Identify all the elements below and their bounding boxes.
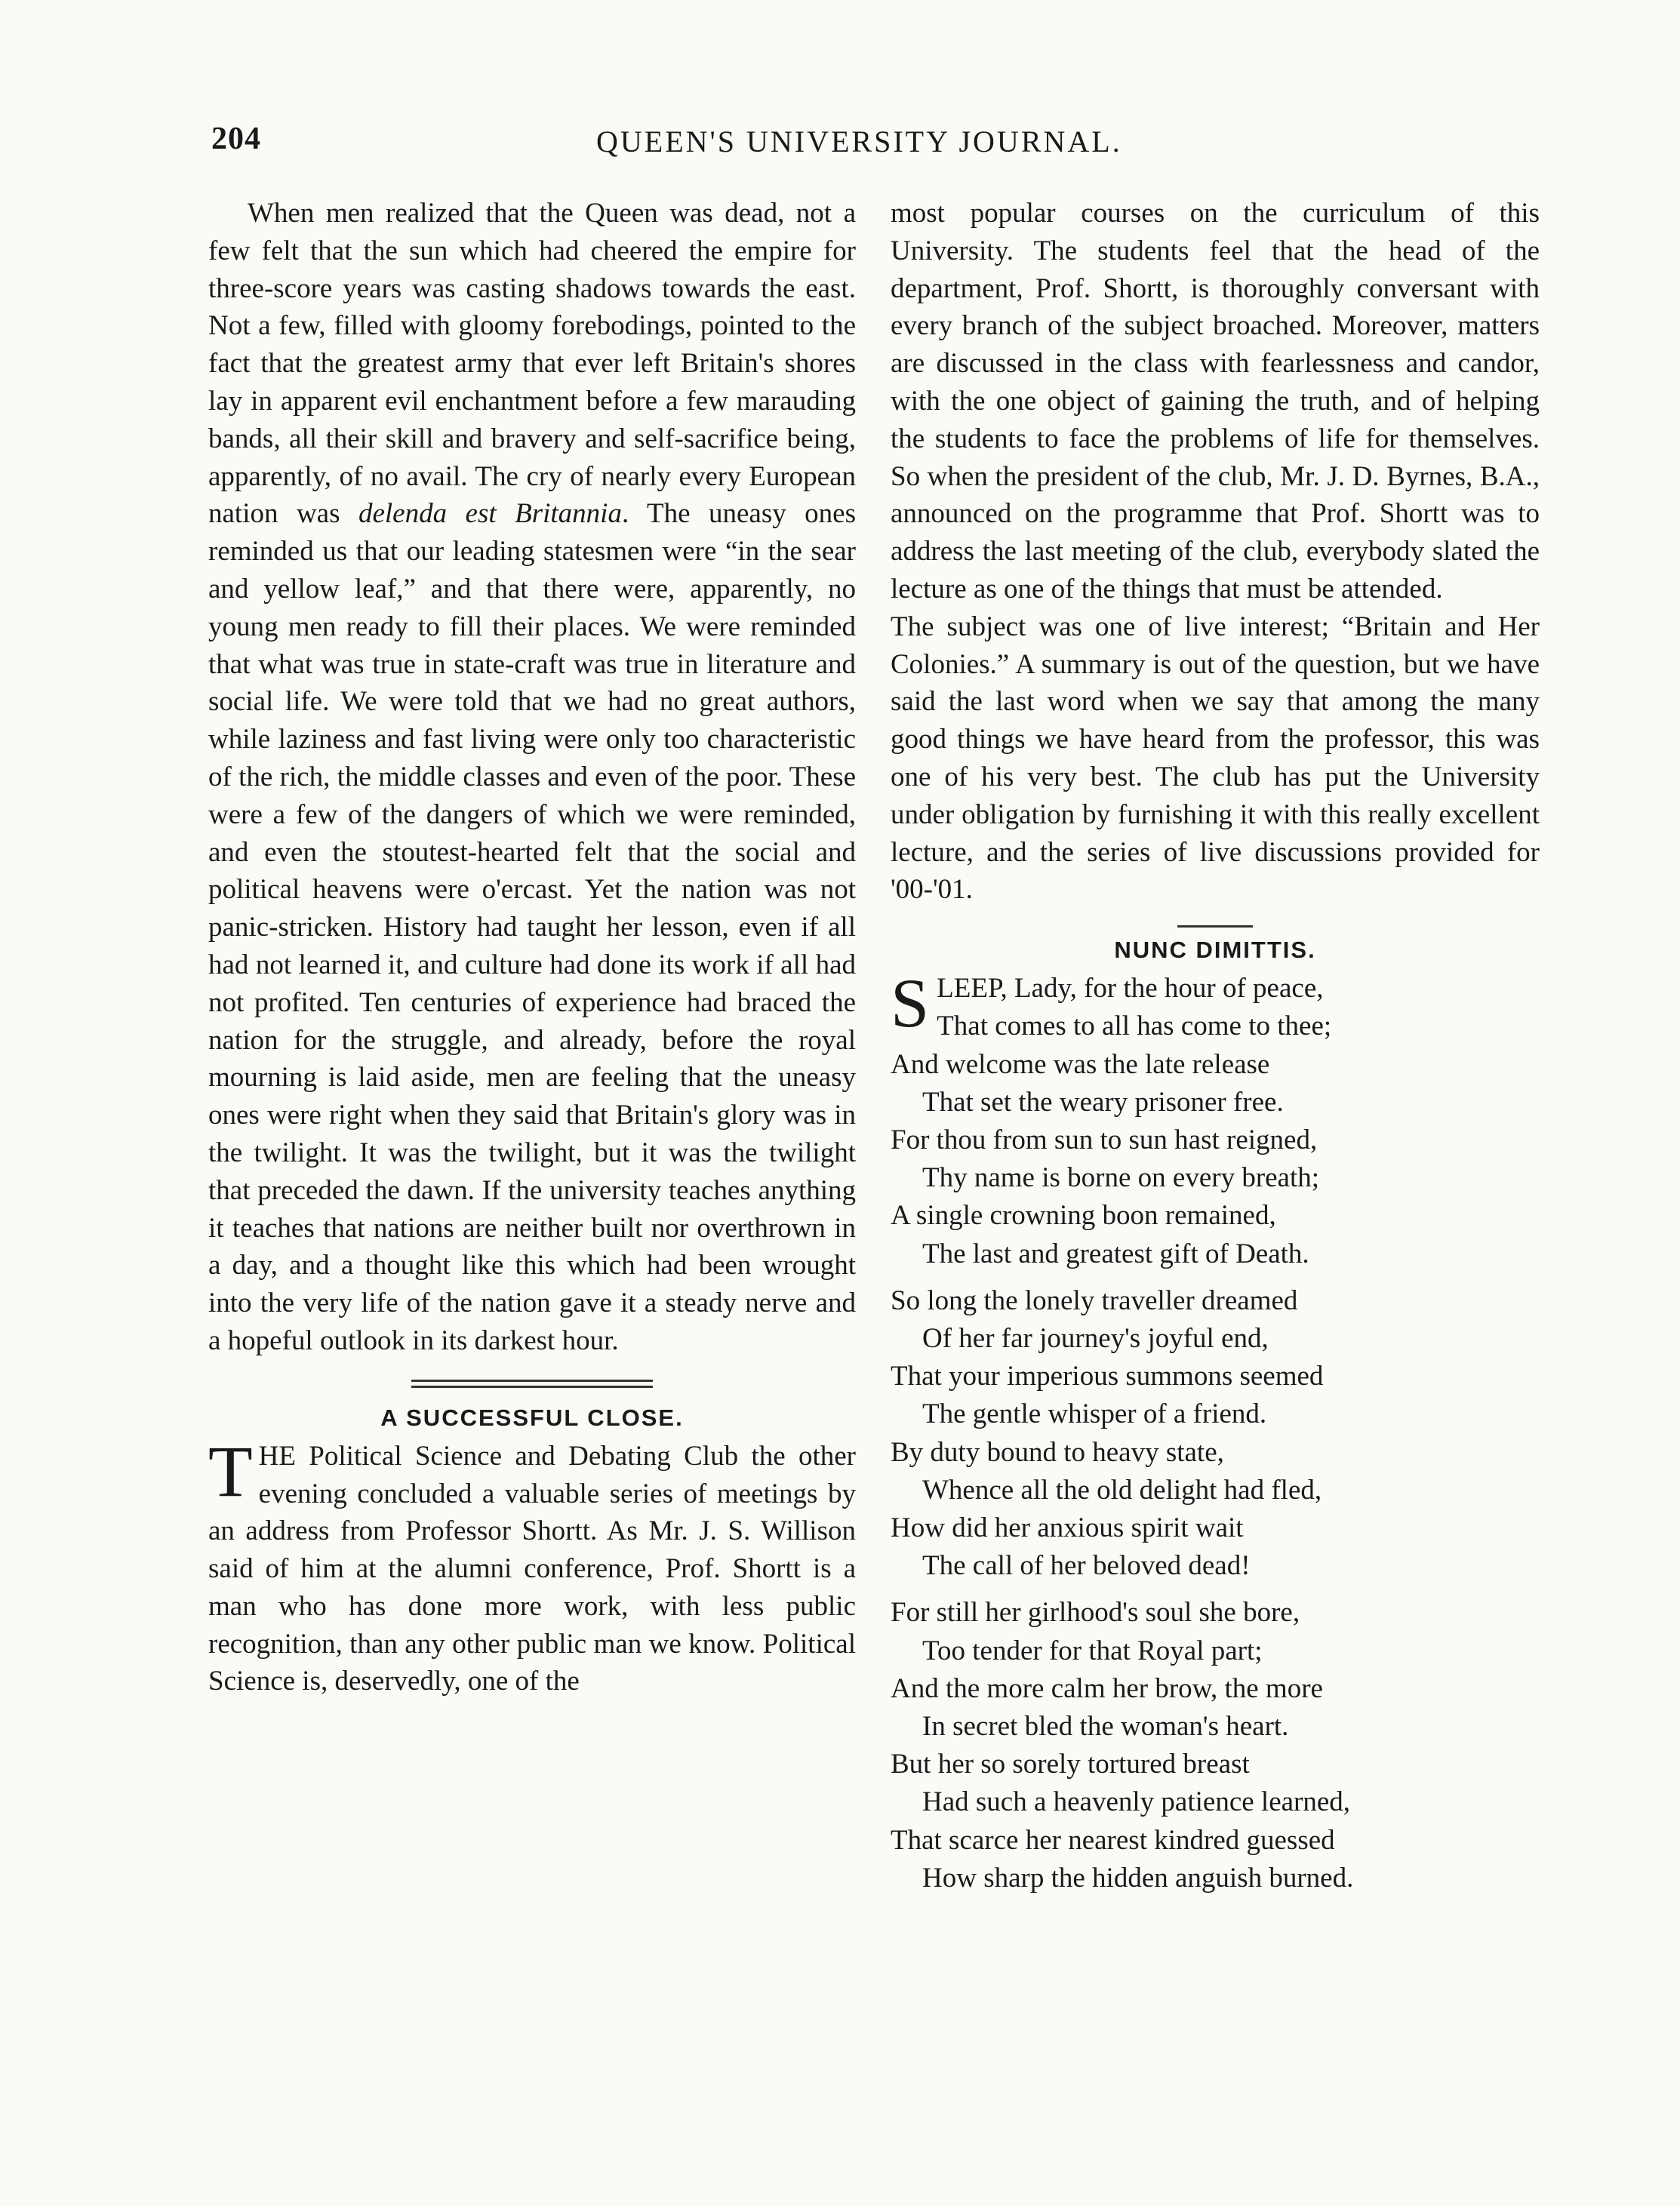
poem-line: For thou from sun to sun hast reigned, [891, 1124, 1318, 1155]
section-paragraph: THE Political Science and Debating Club the other evening concluded a valuable series of meetings by an address from Professor Shortt. As Mr. J. S. Willison said of him at the alumni conference, Prof. Shortt is a man who has done more work, with less public recognition, than any other public man we know. Political Science is, deservedly, one of the [208, 1430, 856, 1697]
poem-line: But her so sorely tortured breast [891, 1749, 1250, 1780]
poem-line: A single crowning boon remained, [891, 1200, 1276, 1232]
poem-line: For still her girlhood's soul she bore, [891, 1597, 1300, 1629]
poem-line: The gentle whisper of a friend. [922, 1398, 1267, 1430]
poem-line: Of her far journey's joyful end, [922, 1322, 1269, 1354]
poem-line: That your imperious summons seemed [891, 1361, 1324, 1392]
page-number: 204 [211, 122, 261, 156]
section-divider [411, 1380, 653, 1388]
poem-stanzas [891, 1046, 1540, 1897]
poem-line: How did her anxious spirit wait [891, 1512, 1244, 1543]
poem-line: The last and greatest gift of Death. [922, 1238, 1309, 1269]
latin-phrase: delenda est Britannia [358, 498, 622, 530]
poem-line: That comes to all has come to thee; [937, 1011, 1332, 1042]
poem-line: By duty bound to heavy state, [891, 1436, 1224, 1468]
left-column [208, 195, 856, 1700]
continued-paragraph: most popular courses on the curriculum of this University. The students feel that the head of the department, Prof. Shortt, is thoroughly conversant with every branch of the subject broached. Moreover, matters are discussed in the class with fearlessness and candor, with the one object of gaining the truth, and of helping the students to face the problems of life for themselves. So when the president of the club, Mr. J. D. Byrnes, B.A., announced on the programme that Prof. Shortt was to address the last meeting of the club, everybody slated the lecture as one of the things that must be attended. [891, 198, 1540, 605]
poem-line: Had such a heavenly patience learned, [922, 1786, 1351, 1818]
poem-title: NUNC DIMITTIS. [1114, 937, 1316, 964]
poem-line: Too tender for that Royal part; [922, 1635, 1263, 1666]
poem-opening [891, 970, 1540, 1045]
right-column [891, 195, 1540, 1897]
running-head: QUEEN'S UNIVERSITY JOURNAL. [596, 125, 1122, 158]
poem-line: The call of her beloved dead! [922, 1550, 1251, 1582]
poem-line: So long the lonely traveller dreamed [891, 1285, 1298, 1316]
poem-line: That scarce her nearest kindred guessed [891, 1824, 1335, 1856]
poem-divider [1177, 925, 1253, 928]
poem-line: How sharp the hidden anguish burned. [922, 1862, 1354, 1894]
stanza-gap [891, 1273, 1540, 1282]
article-paragraph: When men realized that the Queen was dead, not a few felt that the sun which had cheered the empire for three-score years was casting shadows towards the east. Not a few, filled with gloomy forebodings, pointed to the fact that the greatest army that ever left Britain's shores lay in apparent evil enchantment before a few marauding bands, all their skill and bravery and self-sacrifice being, apparently, of no avail. The cry of nearly every European nation was delenda est Britannia. The uneasy ones reminded us that our leading statesmen were “in the sear and yellow leaf,” and that there were, apparently, no young men ready to fill their places. We were reminded that what was true in state-craft was true in literature and social life. We were told that we had no great authors, while laziness and fast living were only too characteristic of the rich, the middle classes and even of the poor. These were a few of the dangers of which we were reminded, and even the stoutest-hearted felt that the social and political heavens were o'ercast. Yet the nation was not panic-stricken. History had taught her lesson, even if all had not learned it, and culture had done its work if all had not profited. Ten centuries of experience had braced the nation for the struggle, and already, before the royal mourning is laid aside, men are feeling that the uneasy ones were right when they said that Britain's glory was in the twilight. It was the twilight, but it was the twilight that preceded the dawn. If the university teaches anything it teaches that nations are neither built nor overthrown in a day, and a thought like this which had been wrought into the very life of the nation gave it a steady nerve and a hopeful outlook in its darkest hour. [208, 198, 857, 1356]
poem-line: Whence all the old delight had fled, [922, 1474, 1322, 1506]
poem-line: LEEP, Lady, for the hour of peace, [937, 973, 1324, 1005]
poem-line: That set the weary prisoner free. [922, 1086, 1284, 1118]
drop-cap: T [208, 1430, 253, 1512]
poem [891, 970, 1540, 1897]
poem-line: And the more calm her brow, the more [891, 1672, 1323, 1704]
stanza-gap [891, 1585, 1540, 1594]
poem-line: In secret bled the woman's heart. [922, 1711, 1289, 1742]
poem-line: And welcome was the late release [891, 1048, 1270, 1080]
poem-line: Thy name is borne on every breath; [922, 1162, 1320, 1194]
poem-drop-cap: S [891, 970, 930, 1042]
section-heading: A SUCCESSFUL CLOSE. [380, 1404, 684, 1431]
article-paragraph-2: The subject was one of live interest; “Britain and Her Colonies.” A summary is out of the question, but we have said the last word when we say that among the many good things we have heard from the professor, this was one of his very best. The club has put the University under obligation by furnishing it with this really excellent lecture, and the series of live discussions provided for '00-'01. [891, 611, 1540, 906]
